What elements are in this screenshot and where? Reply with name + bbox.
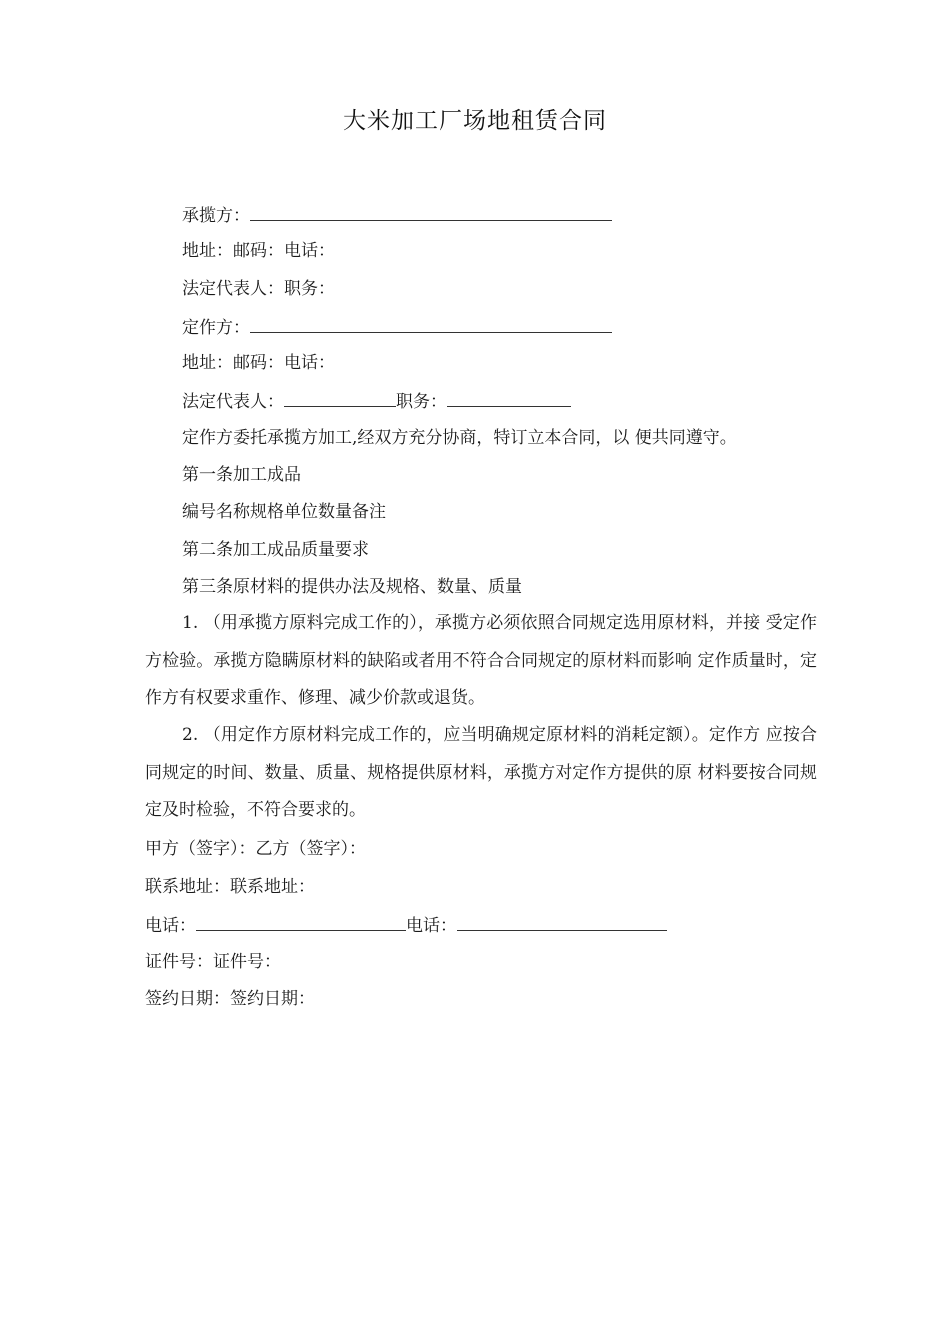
client-rep-line xyxy=(182,389,571,413)
sign-date-line: 签约日期：签约日期： xyxy=(145,989,315,1009)
article-1-heading: 第一条加工成品 xyxy=(182,465,301,485)
product-table-header: 编号名称规格单位数量备注 xyxy=(182,502,386,522)
contractor-blank xyxy=(250,203,612,221)
clause-2-paragraph: 2. （用定作方原材料完成工作的，应当明确规定原材料的消耗定额）。定作方 应按合同规定的时间、数量、质量、规格提供原材料，承揽方对定作方提供的原 材料要按合同规定及时检验，不符合要求的。 xyxy=(145,725,817,820)
client-position-label: 职务： xyxy=(396,392,447,412)
phone-label-a: 电话： xyxy=(145,916,196,936)
document-title: 大米加工厂场地租赁合同 xyxy=(343,108,607,134)
phone-label-b: 电话： xyxy=(406,916,457,936)
client-rep-blank xyxy=(284,389,396,407)
contact-address: 联系地址：联系地址： xyxy=(145,877,315,897)
client-label: 定作方： xyxy=(182,318,250,338)
client-position-blank xyxy=(447,389,571,407)
client-line xyxy=(182,315,612,339)
id-number-line: 证件号：证件号： xyxy=(145,952,281,972)
phone-blank-a xyxy=(196,913,406,931)
client-blank xyxy=(250,315,612,333)
clause-1-paragraph: 1. （用承揽方原料完成工作的），承揽方必须依照合同规定选用原材料，并接 受定作方检验。承揽方隐瞒原材料的缺陷或者用不符合合同规定的原材料而影响 定作质量时，定作方有权要求重作、修理、减少价款或退货。 xyxy=(145,613,817,708)
article-2-heading: 第二条加工成品质量要求 xyxy=(182,540,369,560)
phone-blank-b xyxy=(457,913,667,931)
intro-text: 定作方委托承揽方加工,经双方充分协商，特订立本合同，以 便共同遵守。 xyxy=(182,428,737,448)
contractor-line xyxy=(182,203,612,227)
article-3-heading: 第三条原材料的提供办法及规格、数量、质量 xyxy=(182,577,522,597)
contractor-address: 地址：邮码：电话： xyxy=(182,241,335,261)
contractor-rep: 法定代表人：职务： xyxy=(182,279,335,299)
client-address: 地址：邮码：电话： xyxy=(182,353,335,373)
contractor-label: 承揽方： xyxy=(182,206,250,226)
signature-parties: 甲方（签字）：乙方（签字）： xyxy=(145,839,366,859)
client-rep-label: 法定代表人： xyxy=(182,392,284,412)
phone-line xyxy=(145,913,667,937)
